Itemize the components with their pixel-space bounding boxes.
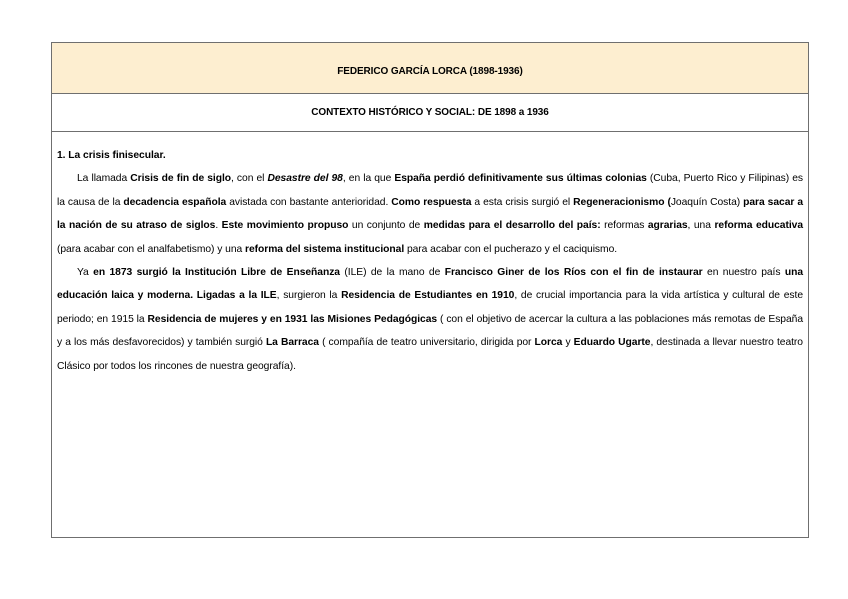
document-title: FEDERICO GARCÍA LORCA (1898-1936) bbox=[337, 65, 523, 77]
text-span: reformas bbox=[600, 220, 648, 232]
text-span: (para acabar con el analfabetismo) y una bbox=[57, 243, 245, 255]
text-span: para acabar con el pucherazo y el caciquismo. bbox=[404, 243, 618, 255]
text-span: Ya bbox=[77, 267, 94, 279]
text-span: a esta crisis surgió el bbox=[471, 196, 574, 208]
content-cell bbox=[52, 132, 808, 378]
bold-text: para sacar a la nación de su atraso de siglos bbox=[57, 196, 804, 232]
text-span: en nuestro país bbox=[702, 267, 785, 279]
text-span: un conjunto de bbox=[348, 220, 424, 232]
text-span: La llamada bbox=[77, 173, 131, 185]
bold-text: Como respuesta bbox=[391, 196, 472, 208]
bold-text: decadencia española bbox=[123, 196, 227, 208]
bold-text bbox=[267, 173, 342, 184]
text-span: . bbox=[215, 220, 222, 232]
text-span: (ILE) de la mano de bbox=[339, 267, 445, 279]
title-row bbox=[52, 43, 808, 94]
bold-text: Residencia de Estudiantes en 1910 bbox=[341, 290, 515, 302]
bold-text: en 1873 surgió la Institución Libre de Enseñanza bbox=[93, 267, 340, 279]
bold-text: agrarias bbox=[647, 220, 688, 232]
bold-text: Crisis de fin de siglo bbox=[130, 173, 232, 185]
subtitle-row bbox=[52, 94, 808, 132]
bold-text: reforma del sistema institucional bbox=[244, 243, 405, 255]
text-span: avistada con bastante anterioridad. bbox=[226, 196, 392, 208]
paragraph-ile bbox=[57, 261, 803, 378]
bold-text: España perdió definitivamente sus últimas colonias bbox=[394, 173, 647, 185]
text-span: ( con el objetivo de acercar la cultura a las poblaciones más remotas de España y a los más desfavorecidos) y también surgió bbox=[57, 313, 804, 349]
bold-text: reforma educativa bbox=[714, 220, 804, 232]
text-span: , destinada a llevar nuestro teatro Clásico por todos los rincones de nuestra geografía). bbox=[57, 337, 803, 372]
text-span: y bbox=[562, 337, 574, 349]
text-span: , con el bbox=[231, 173, 268, 185]
text-span: (Cuba, Puerto Rico y Filipinas) es la causa de la bbox=[57, 173, 803, 208]
bold-text: una educación laica y moderna. Ligadas a la ILE bbox=[57, 267, 804, 302]
text-span: , una bbox=[687, 220, 715, 232]
bold-text: La Barraca bbox=[265, 337, 319, 349]
paragraph-crisis bbox=[57, 167, 803, 261]
bold-text: Este movimiento propuso bbox=[221, 220, 349, 232]
text-span: Joaquín Costa) bbox=[670, 196, 744, 208]
bold-text: Francisco Giner de los Ríos con el fin de instaurar bbox=[444, 267, 703, 279]
text-span: , en la que bbox=[342, 173, 395, 185]
document-subtitle: CONTEXTO HISTÓRICO Y SOCIAL: DE 1898 a 1936 bbox=[311, 107, 549, 118]
bold-italic-text: Desastre del 98 bbox=[267, 173, 343, 185]
section-heading: 1. La crisis finisecular. bbox=[57, 150, 166, 161]
bold-text: Regeneracionismo ( bbox=[573, 196, 671, 208]
text-span: ( compañía de teatro universitario, dirigida por bbox=[318, 337, 535, 349]
text-span: , surgieron la bbox=[276, 290, 342, 302]
bold-text: Lorca bbox=[534, 337, 563, 349]
document-table bbox=[51, 42, 809, 538]
bold-text: medidas para el desarrollo del país: bbox=[423, 220, 601, 232]
bold-text: Residencia de mujeres y en 1931 las Misiones Pedagógicas bbox=[147, 313, 438, 325]
text-span: , de crucial importancia para la vida artística y cultural de este periodo; en 1915 la bbox=[57, 290, 803, 325]
bold-text: Eduardo Ugarte bbox=[573, 337, 651, 349]
